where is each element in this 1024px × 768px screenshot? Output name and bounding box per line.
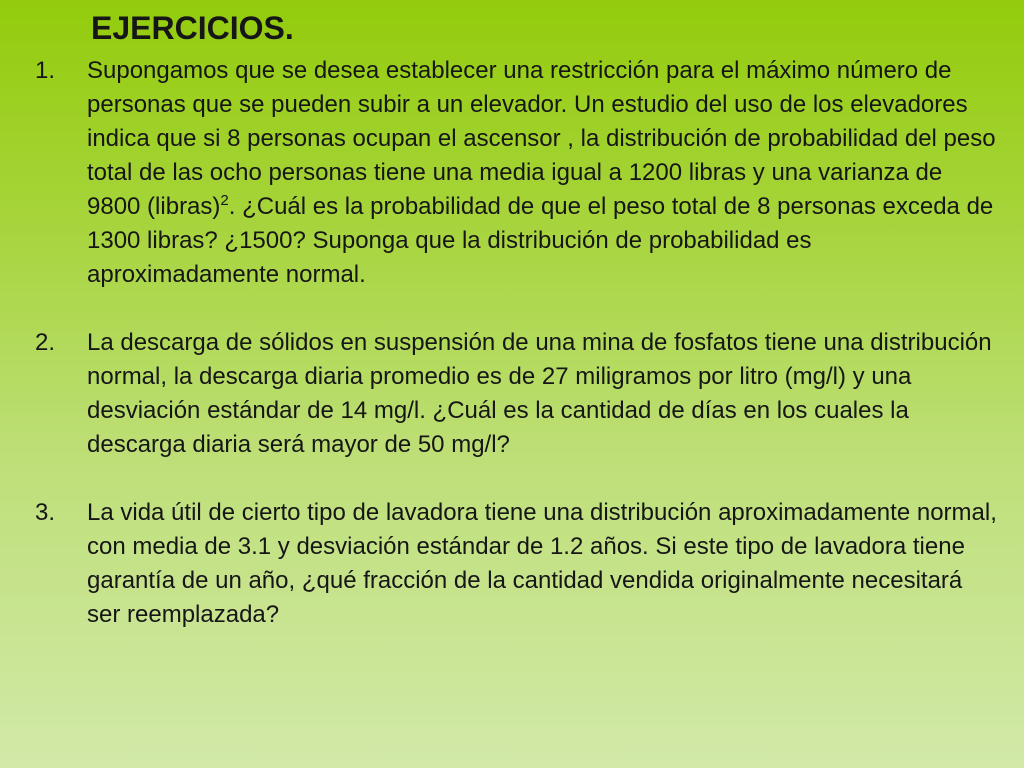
slide-title: EJERCICIOS.: [91, 10, 294, 46]
exercise-text: [87, 57, 996, 288]
exercise-number: 2.: [35, 329, 56, 356]
exponent-superscript: 2: [220, 192, 229, 209]
exercise-list: [0, 54, 1024, 632]
exercise-number: 3.: [35, 499, 56, 526]
exercise-number: 1.: [35, 57, 56, 84]
exercise-item-3: [0, 496, 999, 632]
exercise-text: La descarga de sólidos en suspensión de una mina de fosfatos tiene una distribución normal, la descarga diaria promedio es de 27 miligramos por litro (mg/l) y una desviación estándar de 14 mg/l. ¿Cuál es la cantidad de días en los cuales la descarga diaria será mayor de 50 mg/l?: [87, 329, 992, 458]
exercise-text: La vida útil de cierto tipo de lavadora tiene una distribución aproximadamente normal, con media de 3.1 y desviación estándar de 1.2 años. Si este tipo de lavadora tiene garantía de un año, ¿qué fracción de la cantidad vendida originalmente necesitará ser reemplazada?: [87, 499, 997, 628]
exercise-item-2: [0, 326, 999, 462]
exercise-item-1: [0, 54, 999, 292]
exercise-text-part: Supongamos que se desea establecer una restricción para el máximo número de personas que se pueden subir a un elevador. Un estudio del uso de los elevadores indica que si 8 personas ocupan el ascensor , la distribución de probabilidad del peso total de las ocho personas tiene una media igual a 1200 libras y una varianza de 9800 (libras): [87, 57, 996, 220]
exercise-text-part: . ¿Cuál es la probabilidad de que el peso total de 8 personas exceda de 1300 libras? ¿1500? Suponga que la distribución de probabilidad es aproximadamente normal.: [87, 193, 994, 288]
